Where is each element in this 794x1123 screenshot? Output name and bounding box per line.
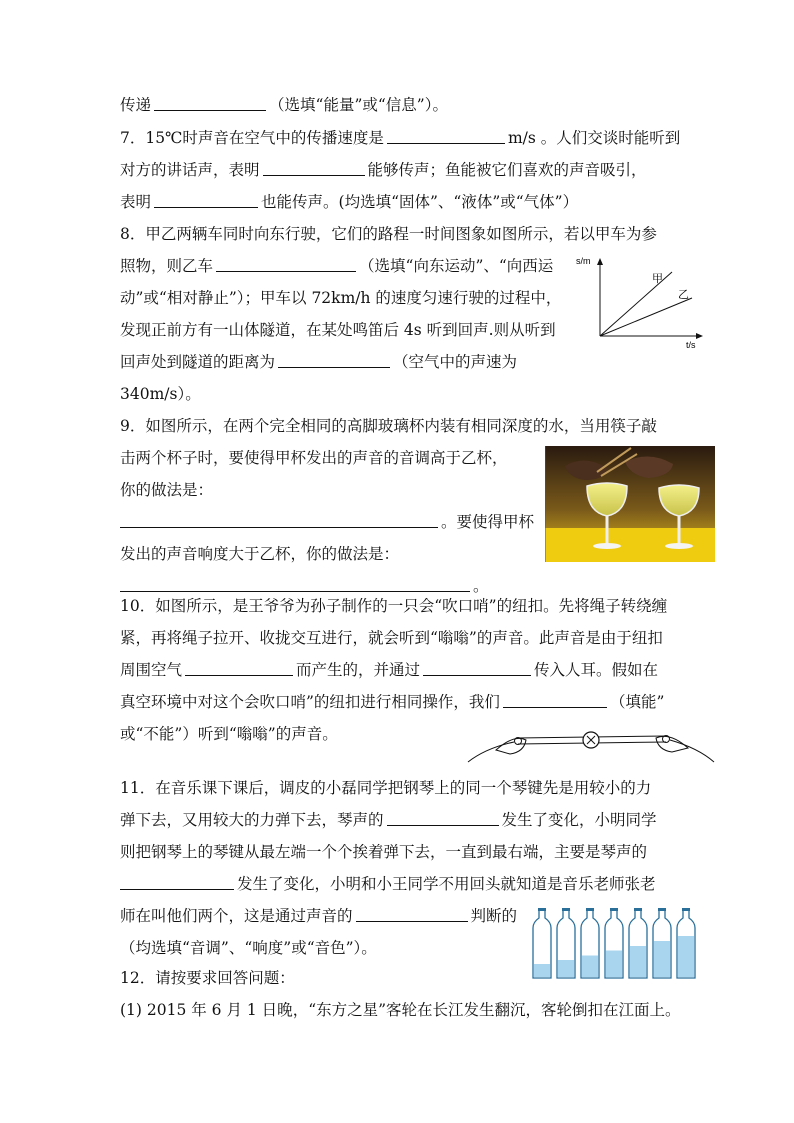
q8-line-2: 照物，则乙车 （选填“向东运动”、“向西运 (120, 257, 554, 275)
q10-blank-medium[interactable] (423, 660, 531, 676)
q10-line-3: 周围空气 而产生的，并通过 传入人耳。假如在 (120, 661, 659, 679)
q7-line-2: 对方的讲话声，表明 能够传声；鱼能被它们喜欢的声音吸引， (120, 161, 647, 179)
q11-line-5: 师在叫他们两个，这是通过声音的 判断的 (120, 907, 518, 925)
q9-line-2: 击两个杯子时，要使得甲杯发出的声音的音调高于乙杯， (120, 449, 508, 467)
q9-line-6: 。 (120, 576, 489, 596)
bottle (557, 908, 575, 978)
hand-right (656, 736, 688, 752)
q7-blank-air[interactable] (263, 160, 365, 176)
q11-line-4: 发生了变化，小明和小王同学不用回头就知道是音乐老师张老 (120, 874, 656, 894)
line-jia-label: 甲 (652, 272, 663, 285)
q8-blank-motion[interactable] (216, 256, 356, 272)
line-yi (600, 298, 692, 336)
bottle (581, 908, 599, 978)
q8-line-4: 发现正前方有一山体隧道，在某处鸣笛后 4s 听到回声.则从听到 (120, 321, 556, 339)
q10-blank-can[interactable] (503, 692, 607, 708)
q8-blank-distance[interactable] (278, 352, 390, 368)
x-axis-arrow (696, 333, 703, 339)
q10-line-5: 或“不能”）听到“嗡嗡”的声音。 (120, 725, 338, 743)
q8-line-6: 340m/s）。 (120, 385, 201, 403)
bottle (533, 908, 551, 978)
q11-line-3: 则把钢琴上的琴键从最左端一个个挨着弹下去，一直到最右端，主要是琴声的 (120, 843, 648, 861)
q8-line-1: 8．甲乙两辆车同时向东行驶，它们的路程一时间图象如图所示，若以甲车为参 (120, 225, 657, 243)
x-axis-label: t/s (686, 340, 696, 350)
q9-line-5: 发出的声音响度大于乙杯，你的做法是： (120, 545, 400, 563)
q7-blank-liquid[interactable] (154, 192, 258, 208)
bottle (605, 908, 623, 978)
q10-line-1: 10．如图所示，是王爷爷为孙子制作的一只会“吹口哨”的纽扣。先将绳子转绕缠 (120, 597, 668, 615)
distance-time-graph (572, 252, 704, 354)
q9-blank-pitch[interactable] (120, 512, 438, 528)
q8-line-3: 动”或“相对静止”）；甲车以 72km/h 的速度匀速行驶的过程中， (120, 289, 562, 307)
q9-blank-loudness[interactable] (120, 576, 470, 592)
q9-line-4: 。要使得甲杯 (120, 512, 534, 532)
q9-line-3: 你的做法是： (120, 481, 214, 499)
wine-glasses-photo (545, 446, 715, 562)
q10-line-2: 紧，再将绳子拉开、收拢交互进行，就会听到“嗡嗡”的声音。此声音是由于纽扣 (120, 629, 663, 647)
y-axis-label: s/m (576, 256, 591, 266)
line-yi-label: 乙 (678, 288, 689, 301)
q7-blank-speed[interactable] (387, 128, 505, 144)
q11-blank-loudness[interactable] (387, 810, 499, 826)
q12-line-2: (1) 2015 年 6 月 1 日晚，“东方之星”客轮在长江发生翻沉，客轮倒扣在江面上。 (120, 1001, 681, 1019)
q6-answer-blank[interactable] (154, 95, 266, 111)
bottle (653, 908, 671, 978)
q7-line-3: 表明 也能传声。(均选填“固体”、“液体”或“气体”） (120, 193, 579, 211)
q11-line-6: （均选填“音调”、“响度”或“音色”）。 (120, 939, 377, 957)
q11-line-2: 弹下去，又用较大的力弹下去，琴声的 发生了变化，小明同学 (120, 811, 657, 829)
water-bottles-figure (528, 908, 714, 982)
q10-blank-vibration[interactable] (185, 660, 293, 676)
q12-line-1: 12．请按要求回答问题： (120, 969, 295, 987)
q11-line-1: 11．在音乐课下课后，调皮的小磊同学把钢琴上的同一个琴键先是用较小的力 (120, 779, 652, 797)
q6-line: 传递 （选填“能量”或“信息”）。 (120, 96, 448, 114)
bottle (677, 908, 695, 978)
q7-line-1: 7．15℃时声音在空气中的传播速度是 m/s 。人们交谈时能听到 (120, 129, 681, 147)
bottle (629, 908, 647, 978)
q9-line-1: 9．如图所示，在两个完全相同的高脚玻璃杯内装有相同深度的水，当用筷子敲 (120, 417, 657, 435)
q10-line-4: 真空环境中对这个会吹口哨”的纽扣进行相同操作，我们 （填能” (120, 693, 665, 711)
q11-blank-pitch[interactable] (120, 874, 234, 890)
y-axis-arrow (597, 258, 603, 265)
q8-line-5: 回声处到隧道的距离为 （空气中的声速为 (120, 353, 518, 371)
q11-blank-timbre[interactable] (356, 906, 468, 922)
whistling-button-figure (466, 722, 716, 776)
